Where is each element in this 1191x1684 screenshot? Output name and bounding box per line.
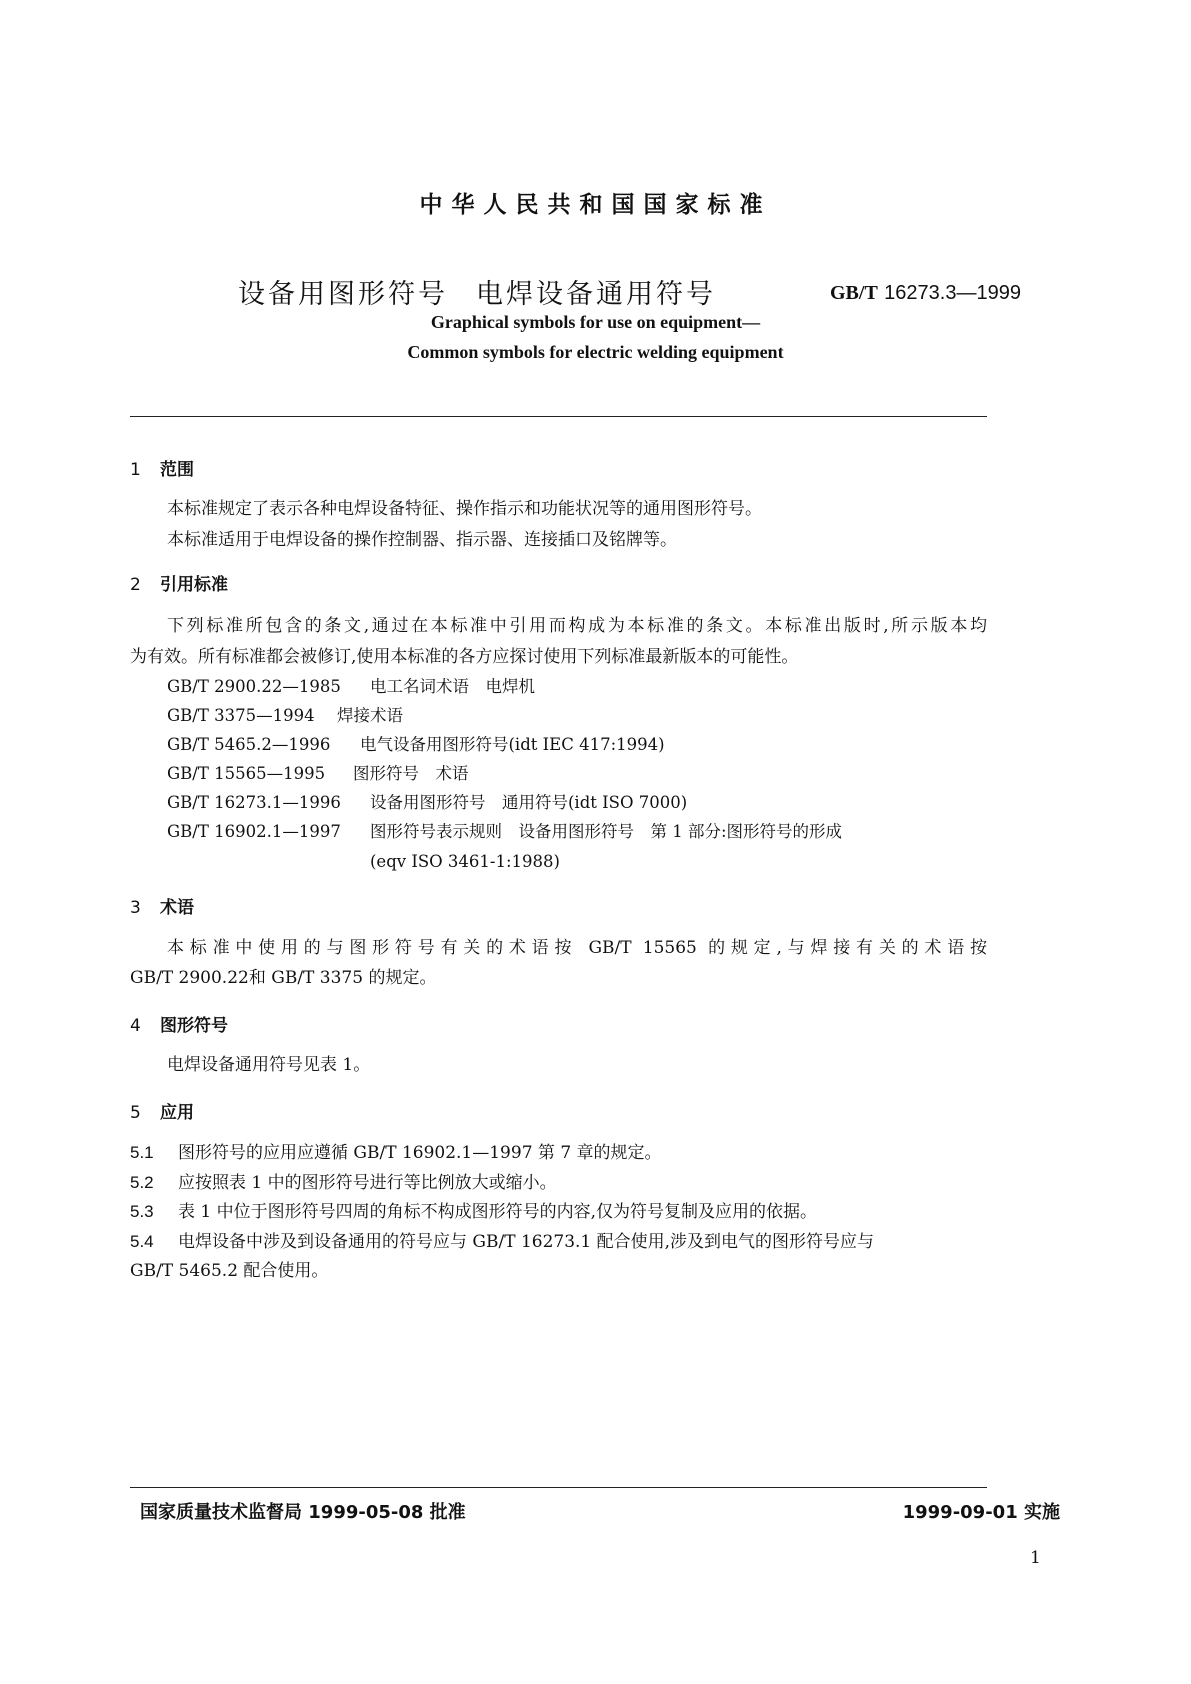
section-title: 术语: [160, 898, 194, 918]
standard-title-part2: 电焊设备通用符号: [476, 279, 716, 310]
reference-title: 图形符号表示规则 设备用图形符号 第 1 部分:图形符号的形成: [370, 822, 843, 841]
section-5-heading: [130, 1098, 194, 1123]
reference-item: [167, 729, 665, 760]
reference-code: GB/T 2900.22—1985: [167, 677, 341, 696]
reference-title: 设备用图形符号 通用符号(idt ISO 7000): [370, 793, 688, 812]
reference-item: [167, 758, 469, 789]
clause-text: 图形符号的应用应遵循 GB/T 16902.1—1997 第 7 章的规定。: [178, 1143, 662, 1163]
standard-title-cn: [238, 272, 716, 311]
clause-text: 电焊设备中涉及到设备通用的符号应与 GB/T 16273.1 配合使用,涉及到电气的图形符号应与: [178, 1232, 875, 1252]
reference-title: 图形符号 术语: [353, 764, 469, 783]
section-1-paragraph-2: 本标准适用于电焊设备的操作控制器、指示器、连接插口及铭牌等。: [167, 530, 677, 550]
reference-item: [167, 816, 842, 847]
reference-title: 电工名词术语 电焊机: [370, 677, 535, 696]
national-standard-heading: 中华人民共和国国家标准: [419, 192, 772, 218]
clause-continuation: GB/T 5465.2 配合使用。: [130, 1261, 329, 1281]
section-number: 5: [130, 1103, 141, 1123]
reference-code: GB/T 16273.1—1996: [167, 793, 341, 812]
standard-code: [830, 280, 1021, 305]
clause-number: 5.3: [130, 1202, 154, 1221]
section-number: 1: [130, 460, 141, 480]
section-title: 图形符号: [160, 1016, 228, 1036]
section-number: 4: [130, 1016, 141, 1036]
section-3-line2: GB/T 2900.22和 GB/T 3375 的规定。: [130, 968, 437, 988]
standard-title-en-line1: Graphical symbols for use on equipment—: [430, 312, 761, 332]
clause-number: 5.4: [130, 1232, 154, 1251]
reference-title: 电气设备用图形符号(idt IEC 417:1994): [360, 735, 665, 754]
clause-number: 5.2: [130, 1173, 154, 1192]
standard-code-prefix: GB/T: [830, 282, 878, 304]
section-title: 引用标准: [160, 575, 228, 595]
section-3-heading: [130, 893, 194, 918]
reference-title: 焊接术语: [337, 706, 403, 725]
clause-text: 应按照表 1 中的图形符号进行等比例放大或缩小。: [178, 1173, 557, 1193]
implementation-date: 1999-09-01 实施: [902, 1502, 1060, 1523]
section-3-line1: 本标准中使用的与图形符号有关的术语按 GB/T 15565 的规定,与焊接有关的术语按: [167, 938, 987, 958]
approval-statement: 国家质量技术监督局 1999-05-08 批准: [140, 1502, 466, 1523]
clause-item: [130, 1167, 557, 1199]
reference-code: GB/T 16902.1—1997: [167, 822, 341, 841]
section-title: 范围: [160, 460, 194, 480]
section-2-intro-line1: 下列标准所包含的条文,通过在本标准中引用而构成为本标准的条文。本标准出版时,所示版本均: [167, 616, 987, 636]
clause-item: [130, 1196, 817, 1228]
reference-item: [167, 671, 535, 702]
section-number: 2: [130, 575, 141, 595]
section-1-paragraph-1: 本标准规定了表示各种电焊设备特征、操作指示和功能状况等的通用图形符号。: [167, 499, 762, 519]
reference-item: [167, 700, 403, 731]
section-4-heading: [130, 1011, 228, 1036]
page-number: 1: [1030, 1548, 1041, 1568]
reference-code: GB/T 15565—1995: [167, 764, 326, 783]
section-title: 应用: [160, 1103, 194, 1123]
clause-text: 表 1 中位于图形符号四周的角标不构成图形符号的内容,仅为符号复制及应用的依据。: [178, 1202, 818, 1222]
footer-divider: [130, 1487, 987, 1488]
reference-code: GB/T 5465.2—1996: [167, 735, 331, 754]
header-divider: [130, 416, 987, 417]
clause-item: [130, 1137, 662, 1169]
standard-title-part1: 设备用图形符号: [238, 279, 448, 310]
section-4-paragraph: 电焊设备通用符号见表 1。: [167, 1055, 371, 1075]
clause-number: 5.1: [130, 1143, 154, 1162]
reference-continuation: (eqv ISO 3461-1:1988): [370, 852, 560, 871]
section-2-intro-line2: 为有效。所有标准都会被修订,使用本标准的各方应探讨使用下列标准最新版本的可能性。: [130, 647, 799, 667]
reference-item: [167, 787, 687, 818]
reference-code: GB/T 3375—1994: [167, 706, 315, 725]
section-2-heading: [130, 570, 228, 595]
standard-code-number: 16273.3—1999: [884, 282, 1021, 304]
section-1-heading: [130, 455, 194, 480]
standard-title-en-line2: Common symbols for electric welding equipment: [407, 342, 784, 362]
clause-item: [130, 1226, 987, 1258]
section-number: 3: [130, 898, 141, 918]
